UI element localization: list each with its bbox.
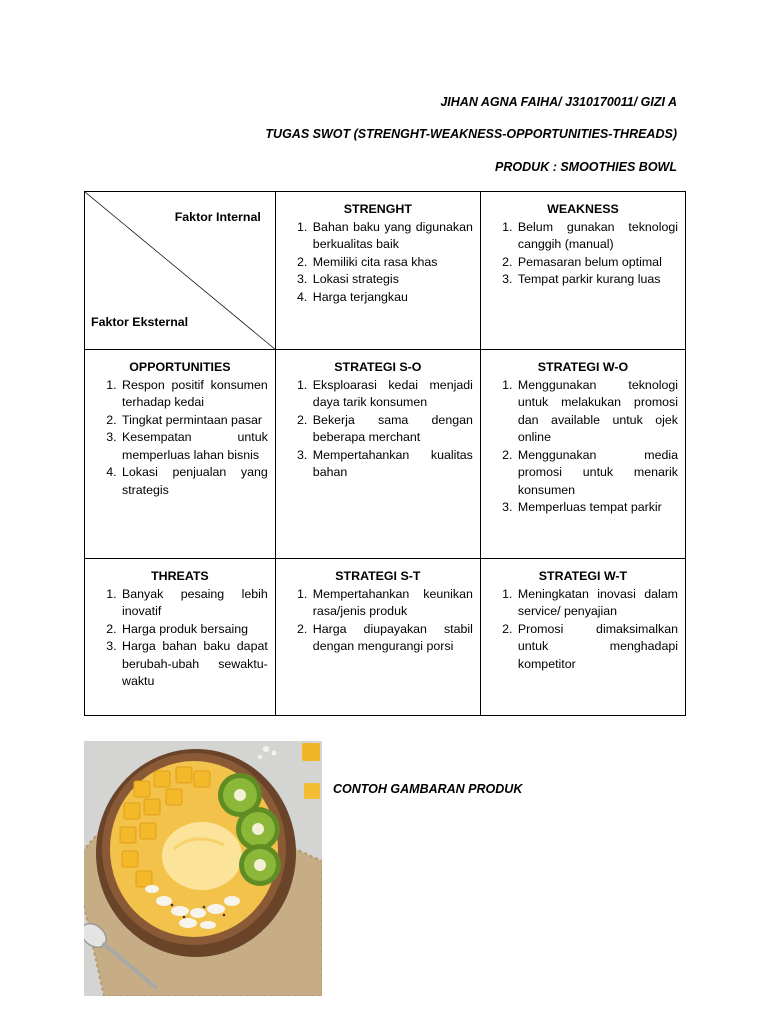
list-item: 3. Tempat parkir kurang luas: [516, 271, 678, 289]
list-item: 3. Harga bahan baku dapat berubah-ubah sewaktu-waktu: [120, 638, 268, 691]
opportunities-cell: [85, 350, 276, 559]
external-factor-label: Faktor Eksternal: [91, 315, 189, 329]
list-item: 1. Belum gunakan teknologi canggih (manual): [516, 219, 678, 254]
weakness-cell: [480, 192, 685, 350]
strategy-wo-list: [488, 377, 678, 517]
list-item: 2. Harga produk bersaing: [120, 621, 268, 639]
list-item: 4. Lokasi penjualan yang strategis: [120, 464, 268, 499]
strategy-st-cell: [275, 559, 480, 716]
list-item: 1. Menggunakan teknologi untuk melakukan promosi dan available untuk ojek online: [516, 377, 678, 447]
strategy-wt-title: STRATEGI W-T: [538, 569, 628, 583]
list-item: 3. Kesempatan untuk memperluas lahan bisnis: [120, 429, 268, 464]
strategy-wo-cell: [480, 350, 685, 559]
strategy-st-list: [283, 586, 473, 656]
list-item: 2. Menggunakan media promosi untuk menarik konsumen: [516, 447, 678, 500]
list-item: 1. Mempertahankan keunikan rasa/jenis produk: [311, 586, 473, 621]
strategy-st-title: STRATEGI S-T: [335, 569, 421, 583]
strategy-so-cell: [275, 350, 480, 559]
author-line: JIHAN AGNA FAIHA/ J310170011/ GIZI A: [440, 95, 677, 109]
threats-title: THREATS: [151, 569, 209, 583]
list-item: 3. Mempertahankan kualitas bahan: [311, 447, 473, 482]
list-item: 1. Meningkatan inovasi dalam service/ penyajian: [516, 586, 678, 621]
corner-cell: [85, 192, 276, 350]
internal-factor-label: Faktor Internal: [174, 210, 261, 224]
strategy-wt-list: [488, 586, 678, 674]
weakness-title: WEAKNESS: [547, 202, 619, 216]
list-item: 1. Respon positif konsumen terhadap kedai: [120, 377, 268, 412]
strategy-wt-cell: [480, 559, 685, 716]
list-item: 1. Bahan baku yang digunakan berkualitas baik: [311, 219, 473, 254]
list-item: 2. Promosi dimaksimalkan untuk menghadapi kompetitor: [516, 621, 678, 674]
smoothie-bowl-illustration: [84, 741, 322, 996]
list-item: 3. Lokasi strategis: [311, 271, 473, 289]
list-item: 2. Tingkat permintaan pasar: [120, 412, 268, 430]
threats-list: [92, 586, 268, 691]
list-item: 2. Pemasaran belum optimal: [516, 254, 678, 272]
strategy-so-title: STRATEGI S-O: [334, 360, 422, 374]
opportunities-list: [92, 377, 268, 500]
swot-table: [84, 191, 686, 716]
product-photo: [84, 741, 322, 996]
strength-title: STRENGHT: [343, 202, 412, 216]
strength-cell: [275, 192, 480, 350]
weakness-list: [488, 219, 678, 289]
list-item: 4. Harga terjangkau: [311, 289, 473, 307]
assignment-title: TUGAS SWOT (STRENGHT-WEAKNESS-OPPORTUNITIES-THREADS): [265, 127, 677, 141]
list-item: 1. Eksploarasi kedai menjadi daya tarik konsumen: [311, 377, 473, 412]
list-item: 3. Memperluas tempat parkir: [516, 499, 678, 517]
product-caption: CONTOH GAMBARAN PRODUK: [333, 782, 523, 796]
product-line: PRODUK : SMOOTHIES BOWL: [495, 160, 677, 174]
list-item: 1. Banyak pesaing lebih inovatif: [120, 586, 268, 621]
strategy-wo-title: STRATEGI W-O: [537, 360, 629, 374]
list-item: 2. Bekerja sama dengan beberapa merchant: [311, 412, 473, 447]
opportunities-title: OPPORTUNITIES: [129, 360, 231, 374]
threats-cell: [85, 559, 276, 716]
list-item: 2. Memiliki cita rasa khas: [311, 254, 473, 272]
list-item: 2. Harga diupayakan stabil dengan mengurangi porsi: [311, 621, 473, 656]
strategy-so-list: [283, 377, 473, 482]
strength-list: [283, 219, 473, 307]
